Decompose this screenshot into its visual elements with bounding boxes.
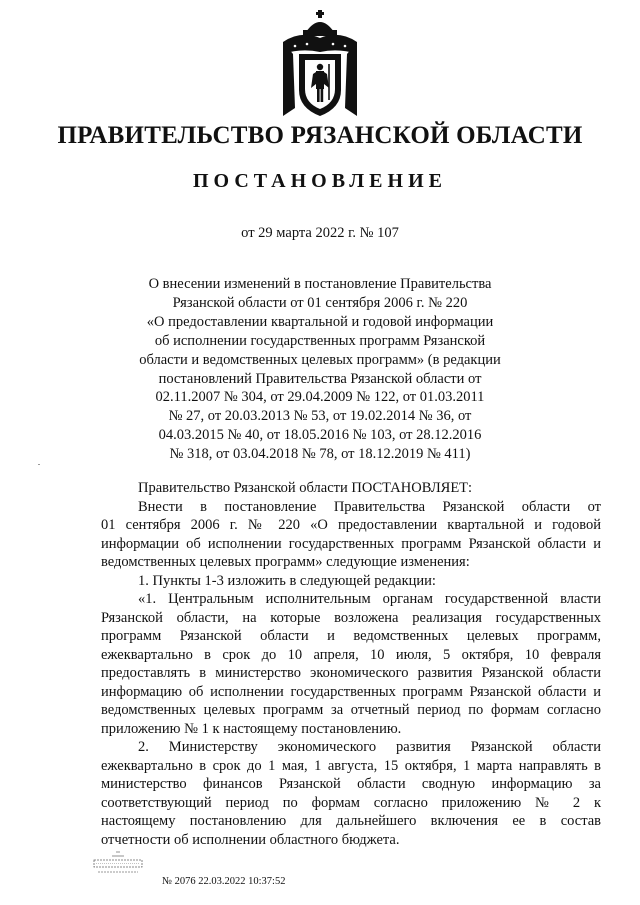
subject-line: постановлений Правительства Рязанской области от	[158, 370, 482, 387]
subject-line: О внесении изменений в постановление Правительства	[148, 276, 492, 292]
body-line: Рязанской области, на которые возложена реализация государственных	[101, 609, 601, 626]
body-line: приложению № 1 к настоящему постановлению.	[101, 720, 402, 737]
body-line: информацию об исполнении государственных программ Рязанской области и	[101, 683, 601, 700]
document-body	[101, 479, 601, 849]
subject-line: Рязанской области от 01 сентября 2006 г. № 220	[172, 294, 468, 311]
body-line: ежеквартально в срок до 10 апреля, 10 июля, 5 октября, 10 февраля	[101, 646, 601, 663]
document-date: от 29 марта 2022 г. № 107	[241, 225, 399, 241]
body-line: министерство финансов Рязанской области сводную информацию за	[101, 776, 601, 792]
body-line: ежеквартально в срок до 1 мая, 1 августа, 15 октября, 1 марта направлять в	[101, 757, 601, 774]
subject-line: 04.03.2015 № 40, от 18.05.2016 № 103, от 28.12.2016	[158, 427, 482, 444]
body-line: программ Рязанской области и ведомственных целевых программ,	[101, 628, 601, 644]
subject-line: области и ведомственных целевых программ» (в редакции	[139, 351, 501, 368]
body-line: предоставлять в министерство экономического развития Рязанской области	[101, 665, 601, 681]
registration-number: № 2076 22.03.2022 10:37:52	[162, 876, 286, 887]
registration-stamp-icon	[92, 850, 144, 876]
government-title: ПРАВИТЕЛЬСТВО РЯЗАНСКОЙ ОБЛАСТИ	[57, 122, 583, 149]
coat-of-arms-icon	[281, 8, 359, 120]
subject-line: № 27, от 20.03.2013 № 53, от 19.02.2014 № 36, от	[168, 408, 472, 425]
body-line: ведомственных целевых программ» следующие изменения:	[101, 554, 470, 570]
body-line: 01 сентября 2006 г. № 220 «О предоставлении квартальной и годовой	[101, 517, 601, 533]
document-type: ПОСТАНОВЛЕНИЕ	[193, 170, 447, 192]
subject-line: 02.11.2007 № 304, от 29.04.2009 № 122, от 01.03.2011	[155, 389, 485, 406]
scan-mark	[38, 464, 40, 465]
body-line: Правительство Рязанской области ПОСТАНОВЛЯЕТ:	[138, 480, 473, 496]
document-subject	[105, 275, 535, 464]
subject-line: об исполнении государственных программ Рязанской	[154, 332, 486, 349]
body-line: «1. Центральным исполнительным органам государственной власти	[138, 591, 601, 607]
body-line: 1. Пункты 1-3 изложить в следующей редакции:	[138, 572, 436, 589]
subject-line: «О предоставлении квартальной и годовой информации	[146, 313, 494, 330]
body-line: отчетности об исполнении областного бюджета.	[101, 831, 400, 848]
body-line: 2. Министерству экономического развития Рязанской области	[138, 739, 601, 755]
body-line: соответствующий период по формам согласно приложению № 2 к	[101, 794, 601, 811]
body-line: информации об исполнении государственных программ Рязанской области и	[101, 535, 601, 552]
body-line: настоящему постановлению для дальнейшего включения ее в состав	[101, 813, 601, 829]
body-line: ведомственных целевых программ за отчетный период по формам согласно	[101, 702, 601, 718]
body-line: Внести в постановление Правительства Рязанской области от	[138, 498, 601, 515]
subject-line: № 318, от 03.04.2018 № 78, от 18.12.2019 № 411)	[169, 446, 471, 463]
